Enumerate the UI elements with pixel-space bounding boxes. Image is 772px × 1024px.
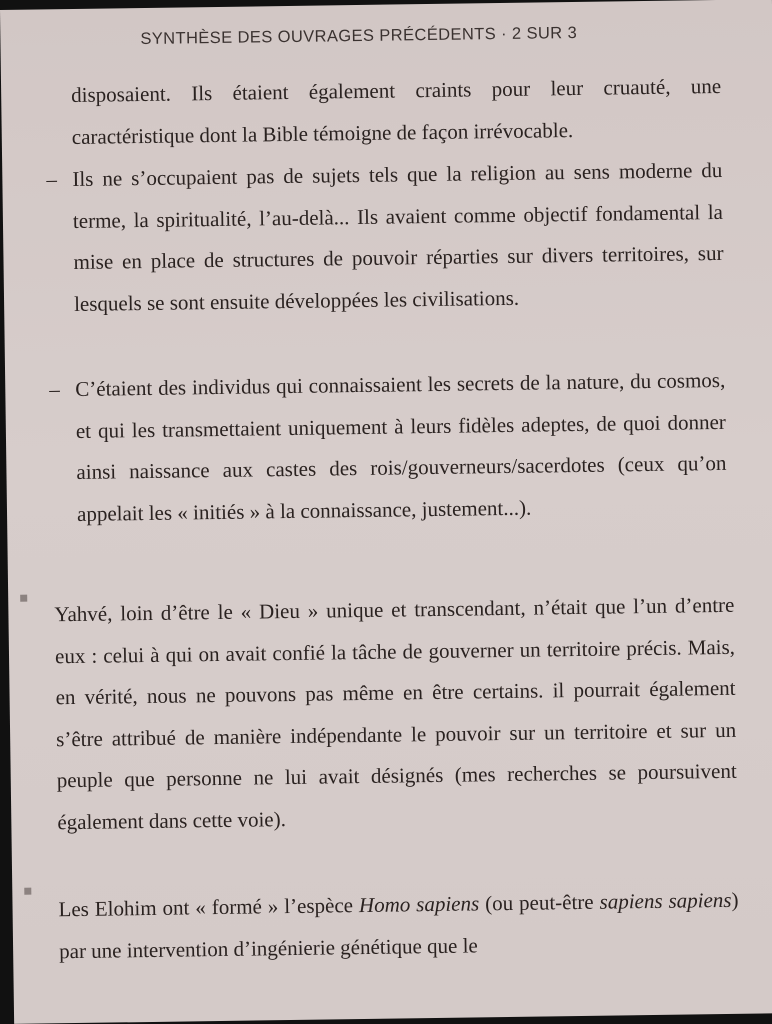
paragraph-elohim xyxy=(58,880,739,972)
italic-term: Homo sapiens xyxy=(358,891,480,918)
paragraph-yahve: Yahvé, loin d’être le « Dieu » unique et transcendant, n’était que l’un d’entre eux : celui à qui on avait confié la tâche de gouverner un territoire précis. Mais, en vérité, nous ne pouvons pas même en être certains. il pourrait également s’être attribué de manière indépendante le pouvoir sur un territoire et sur un peuple que personne ne lui avait désignés (mes recherches se poursuivent également dans cette voie). xyxy=(54,592,737,834)
paragraph-text: ) par une intervention d’ingénierie génétique que le xyxy=(58,887,739,963)
dash-item-text: C’étaient des individus qui connaissaient les secrets de la nature, du cosmos, et qui les transmettaient uniquement à leurs fidèles adeptes, de quoi donner ainsi naissance aux castes des rois/gouverneurs/sacerdotes (ceux qu’on appelait les « initiés » à la connaissance, justement...). xyxy=(75,367,727,526)
paragraph-text: Les Elohim ont « formé » l’espèce xyxy=(58,893,360,922)
running-header: SYNTHÈSE DES OUVRAGES PRÉCÉDENTS · 2 SUR 3 xyxy=(140,23,578,49)
continuation-text: disposaient. Ils étaient également craints pour leur cruauté, une caractéristique dont la Bible témoigne de façon irrévocable. xyxy=(71,73,722,149)
dash-list-item xyxy=(49,360,727,535)
dash-list-item xyxy=(46,150,724,325)
dash-marker: – xyxy=(46,167,58,192)
dash-item-text: Ils ne s’occupaient pas de sujets tels que la religion au sens moderne du terme, la spiritualité, l’au-delà... Ils avaient comme objectif fondamental la mise en place de structures de pouvoir réparties sur divers territoires, sur lesquels se sont ensuite développées les civilisations. xyxy=(72,157,724,316)
square-bullet-icon xyxy=(20,595,27,602)
square-bullet-icon xyxy=(24,888,31,895)
italic-term: sapiens sapiens xyxy=(599,887,732,914)
dash-marker: – xyxy=(49,377,60,402)
paragraph-text: (ou peut-être xyxy=(479,889,600,916)
